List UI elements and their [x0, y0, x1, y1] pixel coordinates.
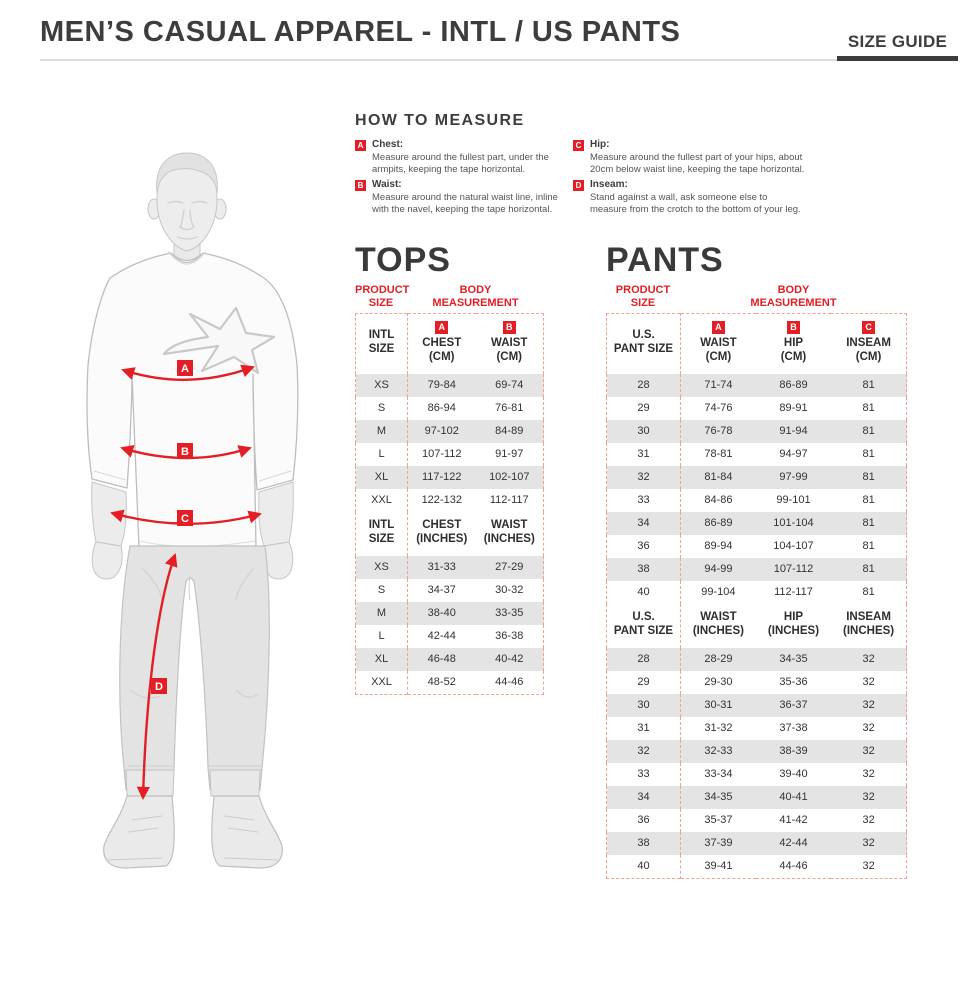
column-header: B HIP (CM): [756, 314, 831, 374]
table-header-row: [607, 314, 907, 374]
measure-badge: A: [435, 321, 448, 334]
size-cell: 36-37: [756, 694, 831, 717]
pants-title: PANTS: [606, 241, 724, 279]
column-header: A WAIST (CM): [681, 314, 756, 374]
size-cell: 34: [607, 512, 681, 535]
size-cell: XS: [356, 556, 408, 579]
size-cell: 81-84: [681, 466, 756, 489]
how-to-measure-section: [355, 112, 955, 219]
measure-item-inseam: [573, 179, 955, 216]
size-cell: 84-86: [704, 494, 733, 507]
size-cell: 33: [607, 489, 681, 512]
size-cell: 78-81: [704, 448, 733, 461]
tops-group-labels: [355, 284, 544, 310]
size-cell: 112-117: [774, 586, 813, 599]
size-cell: 81: [862, 448, 875, 461]
size-guide-underline: [837, 56, 958, 61]
size-cell: XL: [356, 648, 408, 671]
size-cell: 33-34: [704, 768, 733, 781]
size-cell: 32: [862, 768, 875, 781]
size-cell: 29: [607, 671, 681, 694]
page-title: MEN’S CASUAL APPAREL - INTL / US PANTS: [40, 16, 681, 48]
size-cell: 32: [831, 740, 906, 763]
size-row: [607, 489, 907, 512]
tops-title: TOPS: [355, 241, 451, 279]
size-cell: 40: [607, 855, 681, 879]
size-guide-label[interactable]: SIZE GUIDE: [847, 32, 948, 51]
size-cell: 29-30: [704, 676, 733, 689]
size-cell: 38: [607, 832, 681, 855]
size-row: [607, 786, 907, 809]
hip-marker-badge: [177, 510, 193, 526]
size-cell: XXL: [356, 671, 408, 695]
size-cell: 81: [831, 374, 906, 397]
size-cell: 122-132: [421, 494, 462, 507]
size-row: [607, 558, 907, 581]
svg-text:C: C: [181, 513, 189, 525]
size-cell: 38-40: [408, 602, 476, 625]
size-cell: 74-76: [704, 402, 733, 415]
table-header-row: [356, 512, 544, 556]
measure-label: Hip:: [590, 139, 610, 150]
size-cell: 32-33: [681, 740, 756, 763]
size-cell: 39-41: [704, 860, 733, 873]
size-cell: 81: [862, 586, 875, 599]
size-row: [607, 512, 907, 535]
product-size-label: PRODUCT SIZE: [355, 284, 410, 310]
size-cell: XXL: [356, 489, 408, 512]
pants-size-table: [606, 313, 907, 878]
size-cell: 97-102: [408, 420, 476, 443]
size-cell: 81: [831, 512, 906, 535]
size-row: [607, 397, 907, 420]
size-row: [607, 717, 907, 740]
size-cell: 84-89: [476, 420, 544, 443]
waist-marker-badge: [177, 443, 193, 459]
size-row: [607, 648, 907, 671]
size-cell: 81: [862, 540, 875, 553]
size-cell: 28-29: [681, 648, 756, 671]
inseam-badge: D: [573, 180, 584, 191]
size-cell: 40: [607, 581, 681, 604]
size-cell: 31-33: [408, 556, 476, 579]
measure-description: Measure around the natural waist line, inline with the navel, keeping the tape horizontal.: [372, 191, 558, 216]
size-row: [607, 855, 907, 879]
measure-badge: B: [787, 321, 800, 334]
measure-item-waist: [355, 179, 573, 216]
size-cell: M: [356, 602, 408, 625]
size-cell: 69-74: [476, 374, 544, 397]
size-row: [356, 397, 544, 420]
size-cell: 86-94: [427, 402, 456, 415]
inseam-marker-badge: [151, 678, 167, 694]
pants-section: [606, 243, 907, 879]
size-cell: 104-107: [773, 540, 814, 553]
size-cell: 81: [831, 558, 906, 581]
size-cell: 39-40: [779, 768, 808, 781]
size-row: [607, 374, 907, 397]
size-cell: 89-91: [779, 402, 808, 415]
column-header: INTL SIZE: [356, 512, 408, 556]
size-cell: 48-52: [427, 676, 456, 689]
size-cell: 44-46: [779, 860, 808, 873]
size-cell: 32: [831, 832, 906, 855]
size-cell: 102-107: [476, 466, 544, 489]
pants-group-labels: [606, 284, 907, 310]
column-header: C INSEAM (CM): [831, 314, 906, 374]
body-figure-illustration: [50, 130, 350, 878]
tops-section: [355, 243, 544, 695]
size-row: [356, 420, 544, 443]
size-row: [607, 420, 907, 443]
size-row: [607, 832, 907, 855]
size-cell: 76-78: [681, 420, 756, 443]
size-row: [607, 466, 907, 489]
size-cell: L: [356, 443, 408, 466]
body-measurement-label: BODY MEASUREMENT: [750, 284, 837, 310]
size-cell: 71-74: [681, 374, 756, 397]
column-header: U.S. PANT SIZE: [607, 314, 681, 374]
size-cell: 94-99: [681, 558, 756, 581]
size-row: [607, 581, 907, 604]
size-cell: 46-48: [408, 648, 476, 671]
size-row: [607, 763, 907, 786]
size-cell: 32: [607, 740, 681, 763]
column-header: B WAIST (CM): [476, 314, 544, 374]
measure-badge: A: [712, 321, 725, 334]
size-cell: 34: [607, 786, 681, 809]
size-cell: XS: [356, 374, 408, 397]
size-cell: 35-36: [779, 676, 808, 689]
size-row: [356, 625, 544, 648]
measure-label: Chest:: [372, 139, 404, 150]
hip-badge: C: [573, 140, 584, 151]
size-cell: 27-29: [476, 556, 544, 579]
size-cell: 79-84: [408, 374, 476, 397]
size-cell: 86-89: [756, 374, 831, 397]
size-cell: L: [356, 625, 408, 648]
size-cell: 42-44: [756, 832, 831, 855]
size-cell: 37-39: [681, 832, 756, 855]
column-header: A CHEST (CM): [408, 314, 476, 374]
size-row: [356, 443, 544, 466]
size-cell: 107-112: [756, 558, 831, 581]
size-cell: 101-104: [756, 512, 831, 535]
size-cell: 86-89: [681, 512, 756, 535]
size-cell: 81: [862, 402, 875, 415]
size-cell: 81: [862, 494, 875, 507]
size-cell: 97-99: [756, 466, 831, 489]
size-row: [607, 443, 907, 466]
size-row: [356, 671, 544, 695]
how-to-measure-title: HOW TO MEASURE: [355, 112, 525, 129]
size-cell: 31-32: [704, 722, 733, 735]
size-row: [356, 648, 544, 671]
measure-label: Waist:: [372, 179, 402, 191]
size-cell: 81: [831, 420, 906, 443]
size-cell: 28: [607, 374, 681, 397]
size-cell: 99-104: [701, 586, 736, 599]
size-cell: 30-31: [681, 694, 756, 717]
size-cell: 91-97: [495, 448, 524, 461]
size-row: [356, 489, 544, 512]
size-row: [356, 374, 544, 397]
size-cell: 33-35: [476, 602, 544, 625]
size-row: [356, 466, 544, 489]
size-cell: 99-101: [776, 494, 811, 507]
size-cell: 32: [862, 814, 875, 827]
measure-item-chest: [355, 139, 573, 176]
size-cell: XL: [356, 466, 408, 489]
size-cell: 38-39: [756, 740, 831, 763]
size-cell: 30: [607, 694, 681, 717]
size-cell: 29: [607, 397, 681, 420]
size-row: [607, 535, 907, 558]
size-cell: 35-37: [704, 814, 733, 827]
size-cell: 94-97: [779, 448, 808, 461]
size-cell: 34-37: [427, 584, 456, 597]
size-cell: 112-117: [489, 494, 529, 507]
measure-badge: C: [862, 321, 875, 334]
size-cell: 31: [607, 443, 681, 466]
size-cell: 34-35: [681, 786, 756, 809]
size-cell: 38: [607, 558, 681, 581]
size-cell: 32: [607, 466, 681, 489]
tops-size-table: [355, 313, 544, 694]
size-cell: 36-38: [495, 630, 524, 643]
size-cell: 40-41: [756, 786, 831, 809]
product-size-label: PRODUCT SIZE: [615, 284, 671, 310]
size-cell: 40-42: [476, 648, 544, 671]
size-cell: 32: [831, 694, 906, 717]
measure-item-hip: [573, 139, 955, 176]
size-cell: 31: [607, 717, 681, 740]
size-cell: S: [356, 579, 408, 602]
size-cell: 30: [607, 420, 681, 443]
column-header: WAIST (INCHES): [476, 512, 544, 556]
size-cell: 36: [607, 535, 681, 558]
column-header: INTL SIZE: [356, 314, 408, 374]
column-header: HIP (INCHES): [756, 604, 831, 648]
size-cell: 91-94: [756, 420, 831, 443]
header-divider: [40, 59, 840, 61]
measure-description: Measure around the fullest part, under the armpits, keeping the tape horizontal.: [372, 151, 549, 175]
measure-description: Measure around the fullest part of your hips, about 20cm below waist line, keeping the tape horizontal.: [590, 151, 805, 175]
size-cell: 76-81: [495, 402, 524, 415]
chest-badge: A: [355, 140, 366, 151]
size-cell: 37-38: [779, 722, 808, 735]
size-cell: 107-112: [421, 448, 462, 461]
measure-label: Inseam:: [590, 179, 628, 191]
size-row: [356, 556, 544, 579]
size-cell: 89-94: [704, 540, 733, 553]
measure-badge: B: [503, 321, 516, 334]
size-row: [607, 740, 907, 763]
size-cell: 36: [607, 809, 681, 832]
chest-marker-badge: [177, 360, 193, 376]
measure-description: Stand against a wall, ask someone else to measure from the crotch to the bottom of your leg.: [590, 191, 801, 216]
column-header: INSEAM (INCHES): [831, 604, 906, 648]
size-row: [356, 602, 544, 625]
size-row: [607, 694, 907, 717]
size-cell: 44-46: [495, 676, 524, 689]
size-cell: 32: [831, 786, 906, 809]
column-header: U.S. PANT SIZE: [607, 604, 681, 648]
size-cell: 117-122: [408, 466, 476, 489]
waist-badge: B: [355, 180, 366, 191]
table-header-row: [607, 604, 907, 648]
size-cell: 28: [607, 648, 681, 671]
size-cell: 41-42: [779, 814, 808, 827]
body-measurement-label: BODY MEASUREMENT: [432, 284, 519, 310]
size-cell: 32: [831, 648, 906, 671]
size-row: [607, 809, 907, 832]
column-header: CHEST (INCHES): [408, 512, 476, 556]
size-cell: 81: [831, 466, 906, 489]
size-row: [356, 579, 544, 602]
svg-text:A: A: [181, 363, 189, 375]
size-cell: 32: [862, 722, 875, 735]
size-cell: 34-35: [756, 648, 831, 671]
size-cell: S: [356, 397, 408, 420]
size-cell: 30-32: [495, 584, 524, 597]
size-cell: 32: [862, 676, 875, 689]
svg-text:B: B: [181, 446, 189, 458]
size-cell: 33: [607, 763, 681, 786]
size-row: [607, 671, 907, 694]
size-cell: M: [356, 420, 408, 443]
size-cell: 42-44: [427, 630, 456, 643]
table-header-row: [356, 314, 544, 374]
size-cell: 32: [862, 860, 875, 873]
svg-text:D: D: [155, 681, 163, 693]
column-header: WAIST (INCHES): [681, 604, 756, 648]
